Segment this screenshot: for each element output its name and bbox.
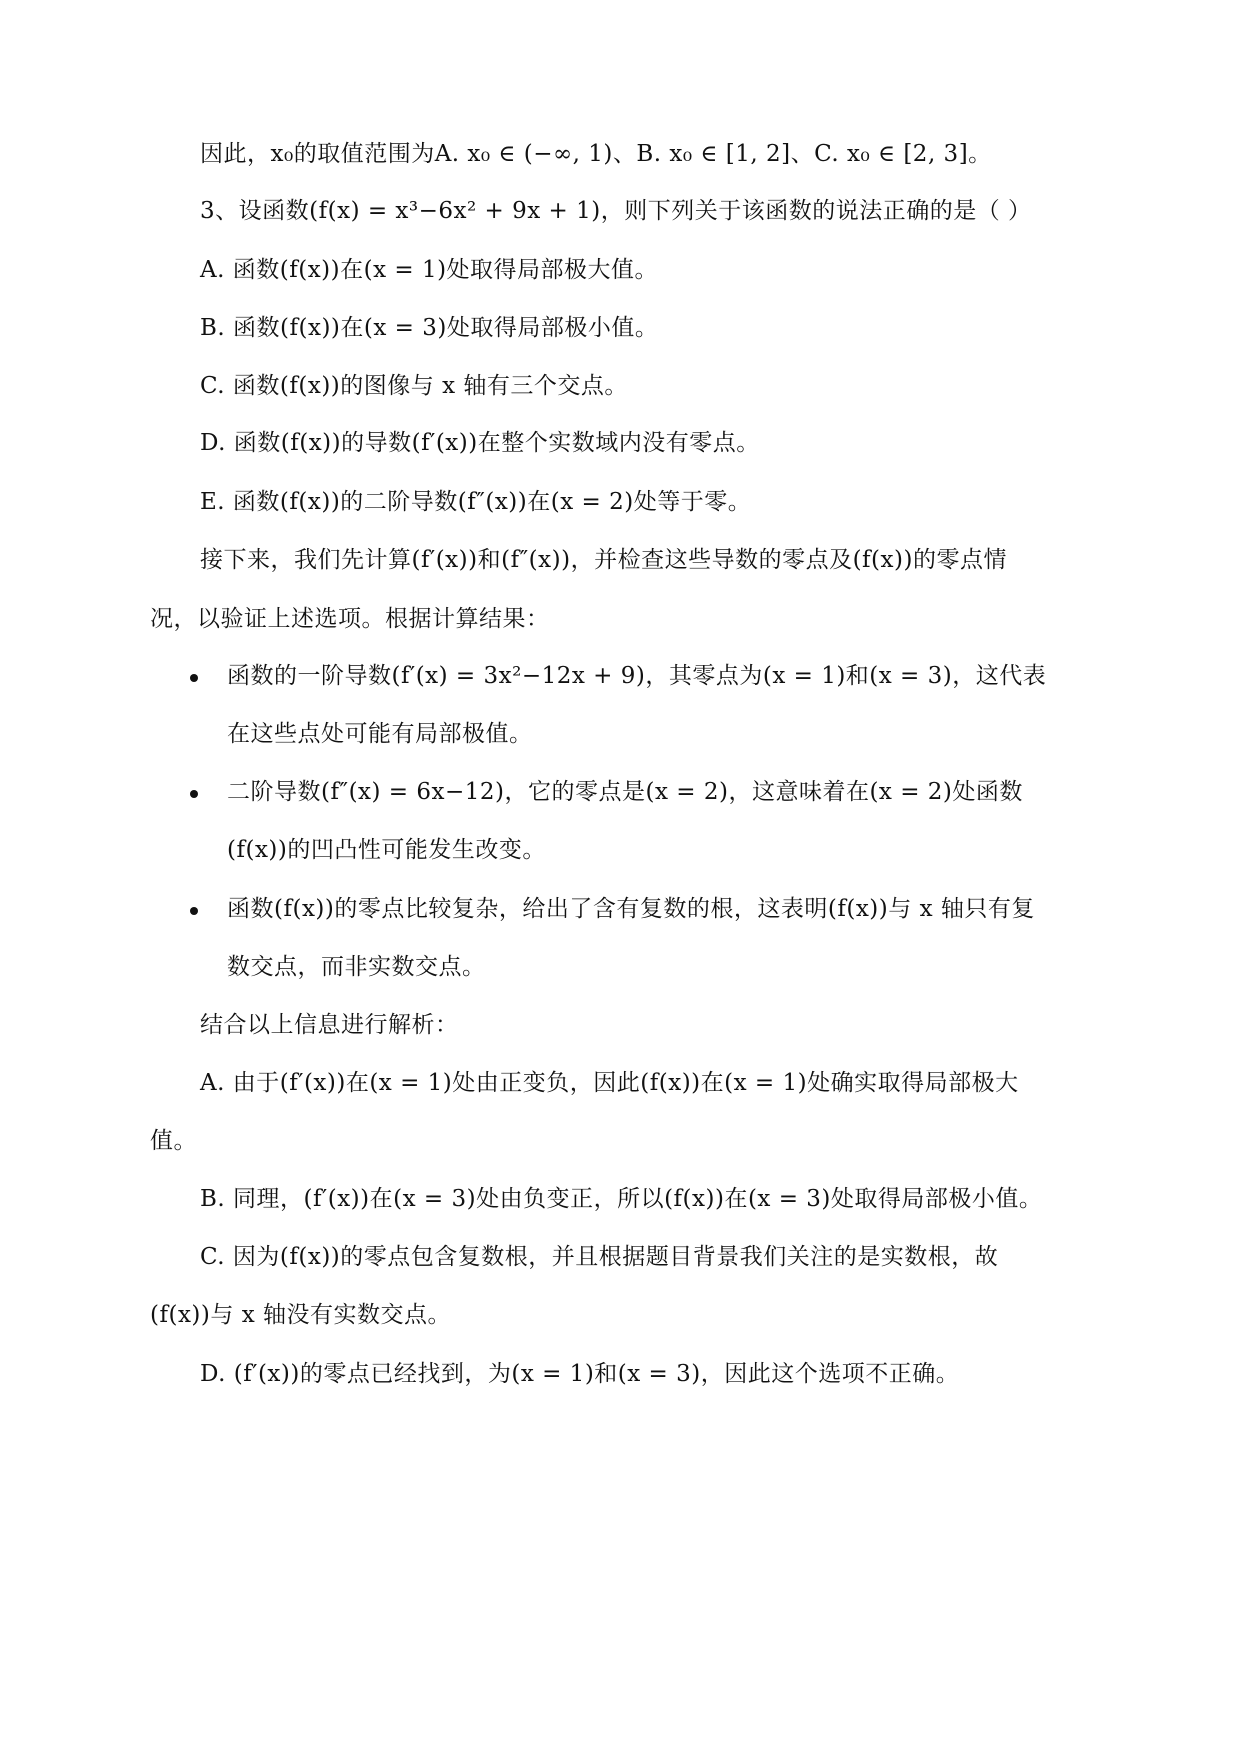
analysis-c-line-1: C. 因为(f(x))的零点包含复数根，并且根据题目背景我们关注的是实数根，故 xyxy=(200,1244,999,1270)
bullet-3-line-2: 数交点，而非实数交点。 xyxy=(227,954,486,980)
paragraph-x0-range: 因此，x₀的取值范围为A. x₀ ∈ (−∞, 1)、B. x₀ ∈ [1, 2]、C. x₀ ∈ [2, 3]。 xyxy=(200,141,992,167)
analysis-c-line-2: (f(x))与 x 轴没有实数交点。 xyxy=(150,1302,451,1328)
bullet-1-line-1: 函数的一阶导数(f′(x) = 3x²−12x + 9)，其零点为(x = 1)和(x = 3)，这代表 xyxy=(227,663,1047,689)
analysis-d: D. (f′(x))的零点已经找到，为(x = 1)和(x = 3)，因此这个选项不正确。 xyxy=(200,1361,960,1387)
option-c: C. 函数(f(x))的图像与 x 轴有三个交点。 xyxy=(200,373,628,399)
option-e: E. 函数(f(x))的二阶导数(f″(x))在(x = 2)处等于零。 xyxy=(200,489,752,515)
analysis-intro-line-2: 况，以验证上述选项。根据计算结果： xyxy=(150,606,550,632)
bullet-2-line-1: 二阶导数(f″(x) = 6x−12)，它的零点是(x = 2)，这意味着在(x = 2)处函数 xyxy=(227,779,1023,805)
analysis-a-line-1: A. 由于(f′(x))在(x = 1)处由正变负，因此(f(x))在(x = 1)处确实取得局部极大 xyxy=(200,1070,1019,1096)
option-b: B. 函数(f(x))在(x = 3)处取得局部极小值。 xyxy=(200,315,659,341)
bullet-1-line-2: 在这些点处可能有局部极值。 xyxy=(227,721,533,747)
bullet-2-line-2: (f(x))的凹凸性可能发生改变。 xyxy=(227,837,546,863)
bullet-icon xyxy=(190,674,198,682)
question-3-stem: 3、设函数(f(x) = x³−6x² + 9x + 1)，则下列关于该函数的说法正确的是（ ） xyxy=(200,198,1032,224)
option-a: A. 函数(f(x))在(x = 1)处取得局部极大值。 xyxy=(200,257,659,283)
bullet-icon xyxy=(190,907,198,915)
bullet-3-line-1: 函数(f(x))的零点比较复杂，给出了含有复数的根，这表明(f(x))与 x 轴只有复 xyxy=(227,896,1035,922)
analysis-intro-line-1: 接下来，我们先计算(f′(x))和(f″(x))，并检查这些导数的零点及(f(x))的零点情 xyxy=(200,547,1007,573)
bullet-icon xyxy=(190,790,198,798)
analysis-b: B. 同理，(f′(x))在(x = 3)处由负变正，所以(f(x))在(x = 3)处取得局部极小值。 xyxy=(200,1186,1043,1212)
analysis-heading: 结合以上信息进行解析： xyxy=(200,1012,459,1038)
analysis-a-line-2: 值。 xyxy=(150,1128,197,1154)
option-d: D. 函数(f(x))的导数(f′(x))在整个实数域内没有零点。 xyxy=(200,430,760,456)
